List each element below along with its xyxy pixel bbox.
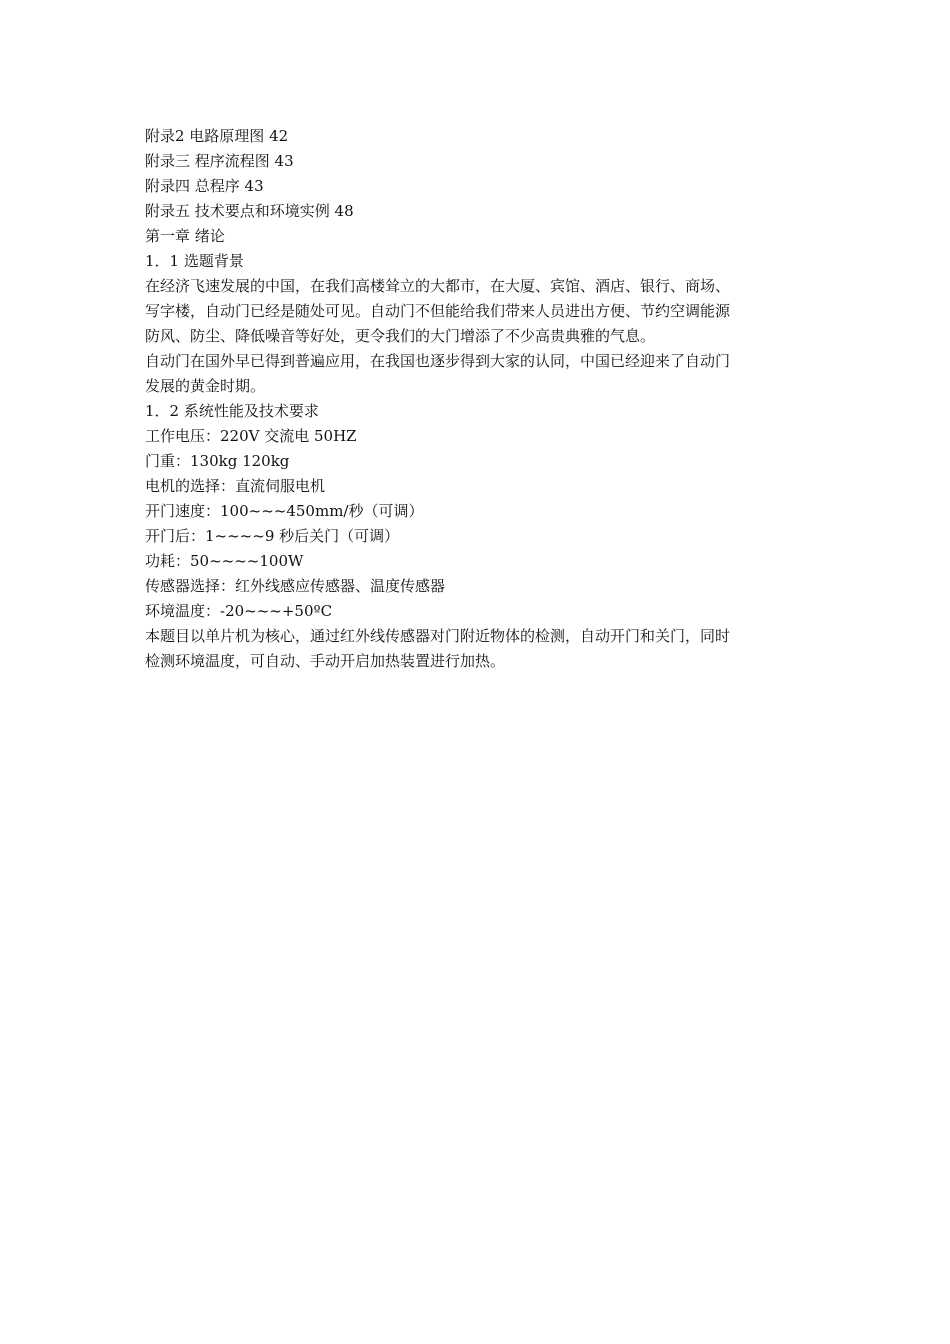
section-title-1-1: 1．1 选题背景 <box>145 252 244 270</box>
paragraph-line: 检测环境温度，可自动、手动开启加热装置进行加热。 <box>145 652 506 670</box>
spec-power: 功耗：50~~~~100W <box>145 552 304 570</box>
paragraph-line: 自动门在国外早已得到普遍应用，在我国也逐步得到大家的认同，中国已经迎来了自动门 <box>145 352 731 370</box>
paragraph-line: 写字楼，自动门已经是随处可见。自动门不但能给我们带来人员进出方便、节约空调能源 <box>145 302 731 320</box>
toc-entry-appendix-3: 附录三 程序流程图 43 <box>145 152 294 170</box>
toc-entry-appendix-2: 附录2 电路原理图 42 <box>145 127 289 145</box>
paragraph-line: 在经济飞速发展的中国，在我们高楼耸立的大都市，在大厦、宾馆、酒店、银行、商场、 <box>145 277 731 295</box>
spec-motor: 电机的选择：直流伺服电机 <box>145 477 326 495</box>
spec-close-delay: 开门后：1~~~~9 秒后关门（可调） <box>145 527 400 545</box>
paragraph-design-summary <box>145 624 811 674</box>
toc-entry-appendix-4: 附录四 总程序 43 <box>145 177 264 195</box>
spec-ambient-temperature: 环境温度：-20~~~+50ºC <box>145 602 333 620</box>
paragraph-adoption <box>145 349 811 399</box>
spec-sensors: 传感器选择：红外线感应传感器、温度传感器 <box>145 577 446 595</box>
section-title-1-2: 1．2 系统性能及技术要求 <box>145 402 319 420</box>
chapter-title: 第一章 绪论 <box>145 227 225 245</box>
paragraph-background <box>145 274 811 349</box>
paragraph-line: 发展的黄金时期。 <box>145 377 266 395</box>
paragraph-line: 防风、防尘、降低噪音等好处，更令我们的大门增添了不少高贵典雅的气息。 <box>145 327 656 345</box>
spec-open-speed: 开门速度：100~~~450mm/秒（可调） <box>145 502 424 520</box>
spec-door-weight: 门重：130kg 120kg <box>145 452 290 470</box>
spec-voltage: 工作电压：220V 交流电 50HZ <box>145 427 357 445</box>
document-body <box>145 124 811 674</box>
toc-entry-appendix-5: 附录五 技术要点和环境实例 48 <box>145 202 354 220</box>
paragraph-line: 本题目以单片机为核心，通过红外线传感器对门附近物体的检测，自动开门和关门，同时 <box>145 627 731 645</box>
